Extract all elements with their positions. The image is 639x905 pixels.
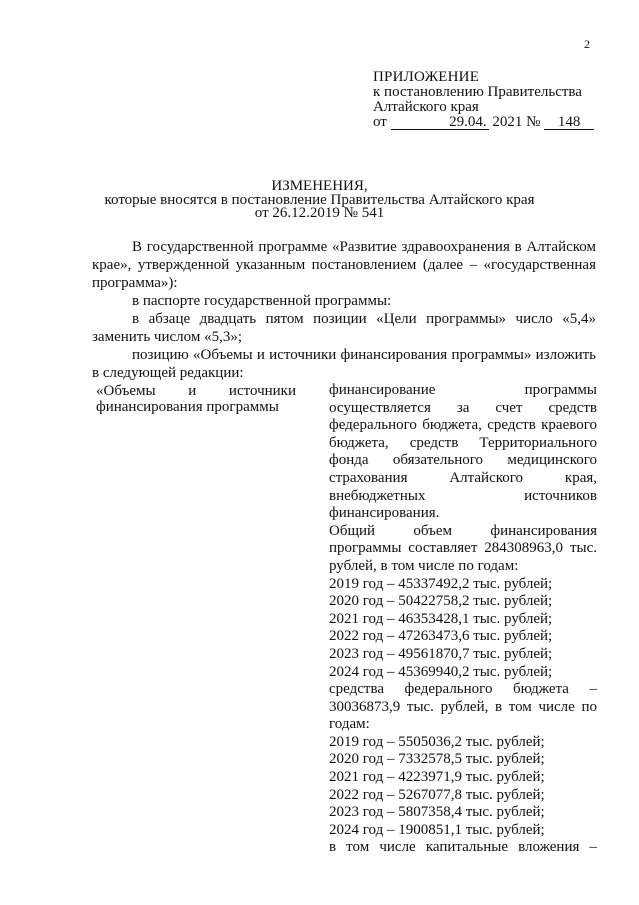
appendix-title: ПРИЛОЖЕНИЕ xyxy=(373,69,480,85)
from-label: от xyxy=(373,114,387,130)
federal-year-line: 2019 год – 5505036,2 тыс. рублей; xyxy=(329,733,545,750)
total-year-line: 2024 год – 45369940,2 тыс. рублей; xyxy=(329,663,553,680)
capital-investments: в том числе капитальные вложения – xyxy=(329,839,597,856)
total-financing: Общий объем финансирования программы составляет 284308963,0 тыс. рублей, в том числе по годам: xyxy=(329,522,597,574)
paragraph-1: В государственной программе «Развитие здравоохранения в Алтайском крае», утвержденной указанным постановлением (далее – «государственная программа»): xyxy=(92,239,596,291)
total-year-line: 2022 год – 47263473,6 тыс. рублей; xyxy=(329,628,553,645)
federal-year-line: 2022 год – 5267077,8 тыс. рублей; xyxy=(329,786,545,803)
table-left-label: «Объемы и источники финансирования программы xyxy=(96,383,296,415)
appendix-date-line xyxy=(373,115,594,130)
federal-year-line: 2021 год – 4223971,9 тыс. рублей; xyxy=(329,769,545,786)
appendix-block xyxy=(373,70,594,130)
paragraph-3: в абзаце двадцать пятом позиции «Цели программы» число «5,4» заменить числом «5,3»; xyxy=(92,311,596,345)
appendix-line-2: Алтайского края xyxy=(373,99,479,115)
changes-subtitle-1: которые вносятся в постановление Правительства Алтайского края xyxy=(104,192,535,208)
decree-number: 148 xyxy=(544,116,594,130)
total-year-line: 2019 год – 45337492,2 тыс. рублей; xyxy=(329,575,553,592)
changes-title: ИЗМЕНЕНИЯ, xyxy=(271,178,368,194)
appendix-line-1: к постановлению Правительства xyxy=(373,84,582,100)
total-year-line: 2020 год – 50422758,2 тыс. рублей; xyxy=(329,593,553,610)
changes-subtitle-2: от 26.12.2019 № 541 xyxy=(254,205,385,221)
federal-budget: средства федерального бюджета – 30036873,9 тыс. рублей, в том числе по годам: xyxy=(329,681,597,733)
paragraph-2: в паспорте государственной программы: xyxy=(132,293,392,309)
federal-year-line: 2020 год – 7332578,5 тыс. рублей; xyxy=(329,751,545,768)
paragraph-4: позицию «Объемы и источники финансирования программы» изложить в следующей редакции: xyxy=(92,347,596,381)
financing-intro: финансирование программы осуществляется за счет средств федерального бюджета, средств краевого бюджета, средств Территориального фонда обязательного медицинского страхования Алтайского края, внебюджетных источников финансирования. xyxy=(329,382,597,522)
federal-year-line: 2023 год – 5807358,4 тыс. рублей; xyxy=(329,804,545,821)
decree-year: 2021 № xyxy=(492,114,541,130)
total-year-line: 2023 год – 49561870,7 тыс. рублей; xyxy=(329,645,553,662)
body-text xyxy=(92,238,596,382)
table-right-column xyxy=(329,382,597,857)
total-year-line: 2021 год – 46353428,1 тыс. рублей; xyxy=(329,610,553,627)
federal-year-line: 2024 год – 1900851,1 тыс. рублей; xyxy=(329,821,545,838)
page-number: 2 xyxy=(584,37,590,51)
decree-date: 29.04. xyxy=(391,116,489,130)
